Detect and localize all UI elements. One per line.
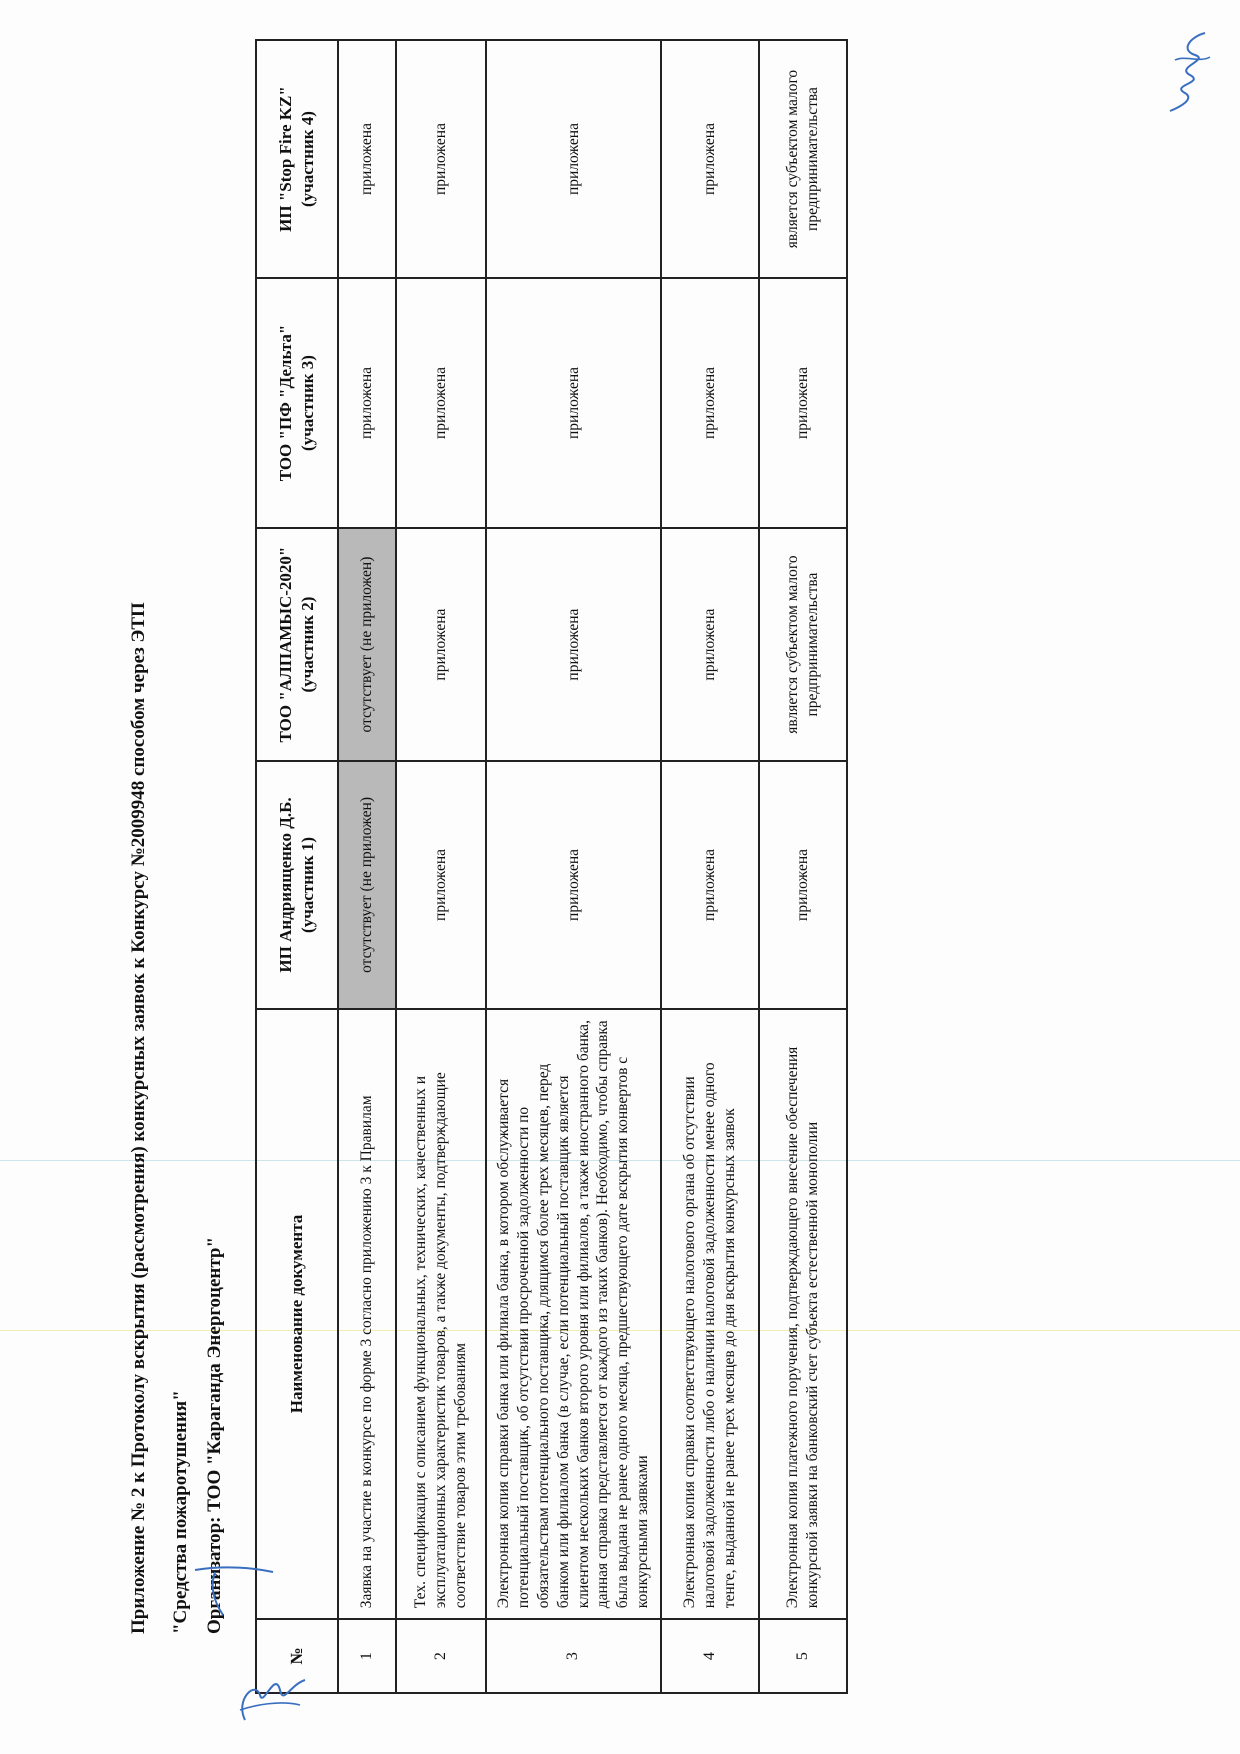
header-participant-2: ТОО "АЛПАМЫС-2020" (участник 2)	[256, 528, 338, 761]
participant-1-status: приложена	[661, 761, 759, 1009]
participant-2-status: приложена	[661, 528, 759, 761]
tender-documents-table	[255, 39, 848, 1694]
participant-1-status: отсутствует (не приложен)	[338, 761, 396, 1009]
participant-1-status: приложена	[486, 761, 661, 1009]
document-title: Приложение № 2 к Протоколу вскрытия (рассмотрения) конкурсных заявок к Конкурсу №2009948 способом через ЭТП	[128, 602, 149, 1634]
table-row	[661, 40, 759, 1693]
header-participant-4: ИП "Stop Fire KZ" (участник 4)	[256, 40, 338, 278]
participant-4-status: является субъектом малого предпринимательства	[759, 40, 847, 278]
row-num: 4	[661, 1619, 759, 1693]
table-row	[759, 40, 847, 1693]
participant-4-status: приложена	[486, 40, 661, 278]
row-document: Электронная копия платежного поручения, подтверждающего внесение обеспечения конкурсной заявки на банковский счет субъекта естественной монополии	[759, 1009, 847, 1620]
header-num: №	[256, 1619, 338, 1693]
participant-1-status: приложена	[759, 761, 847, 1009]
row-num: 3	[486, 1619, 661, 1693]
participant-4-status: приложена	[396, 40, 486, 278]
participant-2-status: отсутствует (не приложен)	[338, 528, 396, 761]
row-document: Заявка на участие в конкурсе по форме 3 согласно приложению 3 к Правилам	[338, 1009, 396, 1620]
participant-3-status: приложена	[396, 278, 486, 528]
document-subject: "Средства пожаротушения"	[170, 1390, 191, 1634]
table-row	[486, 40, 661, 1693]
row-document: Электронная копия справки соответствующего налогового органа об отсутствии налоговой задолженности либо о наличии налоговой задолженности менее одного тенге, выданной не ранее трех месяцев до дня вскрытия конкурсных заявок	[661, 1009, 759, 1620]
signature-left-mark	[185, 1560, 280, 1620]
participant-3-status: приложена	[338, 278, 396, 528]
row-num: 1	[338, 1619, 396, 1693]
header-participant-3: ТОО "ПФ "Дельта" (участник 3)	[256, 278, 338, 528]
signature-top-right	[1150, 25, 1225, 115]
signature-bottom-left	[225, 1650, 315, 1730]
header-participant-1: ИП Андриященко Д.Б. (участник 1)	[256, 761, 338, 1009]
table-header-row	[256, 40, 338, 1693]
participant-3-status: приложена	[486, 278, 661, 528]
rotated-document	[0, 54, 1240, 1754]
participant-4-status: приложена	[661, 40, 759, 278]
table-row	[396, 40, 486, 1693]
row-document: Тех. спецификация с описанием функциональных, технических, качественных и эксплуатационных характеристик товаров, а также документы, подтверждающие соответствие товаров этим требованиям	[396, 1009, 486, 1620]
document-organizer: Организатор: ТОО "Караганда Энергоцентр"	[204, 1236, 225, 1634]
row-num: 5	[759, 1619, 847, 1693]
header-document: Наименование документа	[256, 1009, 338, 1620]
participant-3-status: приложена	[759, 278, 847, 528]
participant-2-status: приложена	[396, 528, 486, 761]
participant-3-status: приложена	[661, 278, 759, 528]
participant-1-status: приложена	[396, 761, 486, 1009]
table-row	[338, 40, 396, 1693]
participant-2-status: является субъектом малого предпринимательства	[759, 528, 847, 761]
participant-4-status: приложена	[338, 40, 396, 278]
participant-2-status: приложена	[486, 528, 661, 761]
row-num: 2	[396, 1619, 486, 1693]
row-document: Электронная копия справки банка или филиала банка, в котором обслуживается потенциальный поставщик, об отсутствии просроченной задолженности по обязательствам потенциального поставщика, длящимся более трех месяцев, перед банком или филиалом банка (в случае, если потенциальный поставщик является клиентом нескольких банков второго уровня или филиалов, а также иностранного банка, данная справка представляется от каждого из таких банков). Необходимо, чтобы справка была выдана не ранее одного месяца, предшествующего дате вскрытия конвертов с конкурсными заявками	[486, 1009, 661, 1620]
